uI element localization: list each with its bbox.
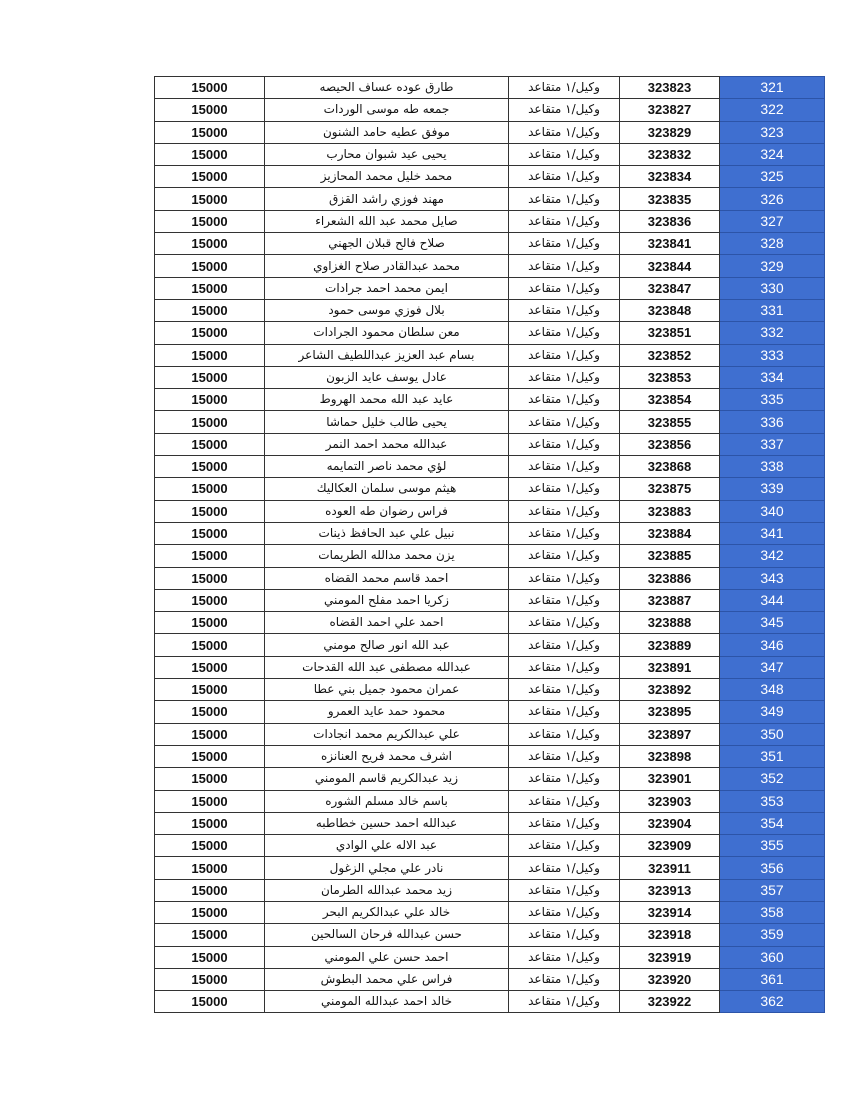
rank-cell: وكيل/١ متقاعد [509, 143, 620, 165]
id-number-cell: 323918 [620, 924, 720, 946]
amount-cell: 15000 [155, 456, 265, 478]
id-number-cell: 323895 [620, 701, 720, 723]
amount-cell: 15000 [155, 589, 265, 611]
table-row [155, 233, 825, 255]
sequence-number-cell: 356 [720, 857, 825, 879]
id-number-cell: 323886 [620, 567, 720, 589]
id-number-cell: 323848 [620, 299, 720, 321]
id-number-cell: 323885 [620, 545, 720, 567]
sequence-number-cell: 361 [720, 968, 825, 990]
rank-cell: وكيل/١ متقاعد [509, 924, 620, 946]
table-row [155, 812, 825, 834]
name-cell: زيد عبدالكريم قاسم المومني [265, 768, 509, 790]
sequence-number-cell: 362 [720, 991, 825, 1013]
name-cell: لؤي محمد ناصر التمايمه [265, 456, 509, 478]
amount-cell: 15000 [155, 411, 265, 433]
table-row [155, 901, 825, 923]
amount-cell: 15000 [155, 322, 265, 344]
name-cell: بسام عبد العزيز عبداللطيف الشاعر [265, 344, 509, 366]
id-number-cell: 323919 [620, 946, 720, 968]
table-row [155, 188, 825, 210]
amount-cell: 15000 [155, 745, 265, 767]
rank-cell: وكيل/١ متقاعد [509, 589, 620, 611]
sequence-number-cell: 334 [720, 366, 825, 388]
id-number-cell: 323903 [620, 790, 720, 812]
table-row [155, 545, 825, 567]
rank-cell: وكيل/١ متقاعد [509, 901, 620, 923]
table-row [155, 366, 825, 388]
rank-cell: وكيل/١ متقاعد [509, 389, 620, 411]
amount-cell: 15000 [155, 701, 265, 723]
rank-cell: وكيل/١ متقاعد [509, 121, 620, 143]
amount-cell: 15000 [155, 299, 265, 321]
rank-cell: وكيل/١ متقاعد [509, 701, 620, 723]
table-row [155, 143, 825, 165]
id-number-cell: 323854 [620, 389, 720, 411]
id-number-cell: 323875 [620, 478, 720, 500]
sequence-number-cell: 323 [720, 121, 825, 143]
name-cell: يحيى طالب خليل حماشا [265, 411, 509, 433]
sequence-number-cell: 340 [720, 500, 825, 522]
amount-cell: 15000 [155, 924, 265, 946]
sequence-number-cell: 336 [720, 411, 825, 433]
rank-cell: وكيل/١ متقاعد [509, 322, 620, 344]
id-number-cell: 323911 [620, 857, 720, 879]
name-cell: نادر علي مجلي الزغول [265, 857, 509, 879]
table-row [155, 946, 825, 968]
table-row [155, 411, 825, 433]
table-body [155, 77, 825, 1013]
name-cell: خالد علي عبدالكريم البحر [265, 901, 509, 923]
amount-cell: 15000 [155, 679, 265, 701]
id-number-cell: 323920 [620, 968, 720, 990]
amount-cell: 15000 [155, 545, 265, 567]
id-number-cell: 323829 [620, 121, 720, 143]
table-row [155, 589, 825, 611]
sequence-number-cell: 328 [720, 233, 825, 255]
sequence-number-cell: 350 [720, 723, 825, 745]
rank-cell: وكيل/١ متقاعد [509, 612, 620, 634]
amount-cell: 15000 [155, 99, 265, 121]
amount-cell: 15000 [155, 634, 265, 656]
rank-cell: وكيل/١ متقاعد [509, 366, 620, 388]
name-cell: موفق عطيه حامد الشنون [265, 121, 509, 143]
name-cell: فراس علي محمد البطوش [265, 968, 509, 990]
name-cell: عادل يوسف عايد الزبون [265, 366, 509, 388]
sequence-number-cell: 353 [720, 790, 825, 812]
name-cell: صايل محمد عبد الله الشعراء [265, 210, 509, 232]
id-number-cell: 323898 [620, 745, 720, 767]
rank-cell: وكيل/١ متقاعد [509, 500, 620, 522]
amount-cell: 15000 [155, 166, 265, 188]
sequence-number-cell: 333 [720, 344, 825, 366]
rank-cell: وكيل/١ متقاعد [509, 812, 620, 834]
amount-cell: 15000 [155, 879, 265, 901]
name-cell: يحيى عيد شبوان محارب [265, 143, 509, 165]
table-row [155, 968, 825, 990]
rank-cell: وكيل/١ متقاعد [509, 634, 620, 656]
amount-cell: 15000 [155, 277, 265, 299]
sequence-number-cell: 324 [720, 143, 825, 165]
rank-cell: وكيل/١ متقاعد [509, 433, 620, 455]
rank-cell: وكيل/١ متقاعد [509, 77, 620, 99]
amount-cell: 15000 [155, 389, 265, 411]
table-row [155, 835, 825, 857]
amount-cell: 15000 [155, 991, 265, 1013]
name-cell: عبد الاله علي الوادي [265, 835, 509, 857]
id-number-cell: 323835 [620, 188, 720, 210]
table-row [155, 299, 825, 321]
rank-cell: وكيل/١ متقاعد [509, 344, 620, 366]
name-cell: خالد احمد عبدالله المومني [265, 991, 509, 1013]
sequence-number-cell: 359 [720, 924, 825, 946]
retiree-payment-table [154, 76, 825, 1013]
id-number-cell: 323909 [620, 835, 720, 857]
id-number-cell: 323889 [620, 634, 720, 656]
sequence-number-cell: 338 [720, 456, 825, 478]
table-row [155, 344, 825, 366]
id-number-cell: 323887 [620, 589, 720, 611]
rank-cell: وكيل/١ متقاعد [509, 745, 620, 767]
id-number-cell: 323847 [620, 277, 720, 299]
table-row [155, 857, 825, 879]
name-cell: احمد حسن علي المومني [265, 946, 509, 968]
amount-cell: 15000 [155, 812, 265, 834]
amount-cell: 15000 [155, 522, 265, 544]
sequence-number-cell: 351 [720, 745, 825, 767]
rank-cell: وكيل/١ متقاعد [509, 411, 620, 433]
amount-cell: 15000 [155, 500, 265, 522]
sequence-number-cell: 357 [720, 879, 825, 901]
sequence-number-cell: 330 [720, 277, 825, 299]
table-row [155, 500, 825, 522]
id-number-cell: 323897 [620, 723, 720, 745]
amount-cell: 15000 [155, 857, 265, 879]
table-row [155, 322, 825, 344]
name-cell: عبد الله انور صالح مومني [265, 634, 509, 656]
name-cell: يزن محمد مدالله الطريمات [265, 545, 509, 567]
table-row [155, 879, 825, 901]
table-row [155, 745, 825, 767]
amount-cell: 15000 [155, 344, 265, 366]
name-cell: زيد محمد عبدالله الطرمان [265, 879, 509, 901]
name-cell: نبيل علي عبد الحافظ ذينات [265, 522, 509, 544]
rank-cell: وكيل/١ متقاعد [509, 768, 620, 790]
name-cell: احمد قاسم محمد القضاه [265, 567, 509, 589]
name-cell: هيثم موسى سلمان العكاليك [265, 478, 509, 500]
amount-cell: 15000 [155, 77, 265, 99]
rank-cell: وكيل/١ متقاعد [509, 99, 620, 121]
id-number-cell: 323823 [620, 77, 720, 99]
amount-cell: 15000 [155, 188, 265, 210]
name-cell: محمود حمد عايد العمرو [265, 701, 509, 723]
rank-cell: وكيل/١ متقاعد [509, 522, 620, 544]
amount-cell: 15000 [155, 143, 265, 165]
amount-cell: 15000 [155, 946, 265, 968]
rank-cell: وكيل/١ متقاعد [509, 656, 620, 678]
name-cell: معن سلطان محمود الجرادات [265, 322, 509, 344]
rank-cell: وكيل/١ متقاعد [509, 723, 620, 745]
amount-cell: 15000 [155, 656, 265, 678]
table-row [155, 723, 825, 745]
sequence-number-cell: 348 [720, 679, 825, 701]
sequence-number-cell: 352 [720, 768, 825, 790]
name-cell: عمران محمود جميل بني عطا [265, 679, 509, 701]
amount-cell: 15000 [155, 210, 265, 232]
rank-cell: وكيل/١ متقاعد [509, 835, 620, 857]
amount-cell: 15000 [155, 255, 265, 277]
id-number-cell: 323851 [620, 322, 720, 344]
sequence-number-cell: 346 [720, 634, 825, 656]
rank-cell: وكيل/١ متقاعد [509, 188, 620, 210]
table-row [155, 656, 825, 678]
table-row [155, 77, 825, 99]
sequence-number-cell: 355 [720, 835, 825, 857]
name-cell: عبدالله احمد حسين خطاطبه [265, 812, 509, 834]
rank-cell: وكيل/١ متقاعد [509, 790, 620, 812]
id-number-cell: 323844 [620, 255, 720, 277]
table-row [155, 255, 825, 277]
name-cell: محمد عبدالقادر صلاح الغزاوي [265, 255, 509, 277]
name-cell: فراس رضوان طه العوده [265, 500, 509, 522]
table-row [155, 456, 825, 478]
sequence-number-cell: 337 [720, 433, 825, 455]
table-row [155, 277, 825, 299]
sequence-number-cell: 321 [720, 77, 825, 99]
id-number-cell: 323901 [620, 768, 720, 790]
id-number-cell: 323853 [620, 366, 720, 388]
sequence-number-cell: 354 [720, 812, 825, 834]
table-row [155, 522, 825, 544]
sequence-number-cell: 327 [720, 210, 825, 232]
id-number-cell: 323914 [620, 901, 720, 923]
id-number-cell: 323834 [620, 166, 720, 188]
id-number-cell: 323841 [620, 233, 720, 255]
sequence-number-cell: 325 [720, 166, 825, 188]
table-row [155, 768, 825, 790]
name-cell: بلال فوزي موسى حمود [265, 299, 509, 321]
table-row [155, 166, 825, 188]
name-cell: حسن عبدالله فرحان السالحين [265, 924, 509, 946]
amount-cell: 15000 [155, 121, 265, 143]
sequence-number-cell: 343 [720, 567, 825, 589]
amount-cell: 15000 [155, 567, 265, 589]
rank-cell: وكيل/١ متقاعد [509, 857, 620, 879]
id-number-cell: 323868 [620, 456, 720, 478]
amount-cell: 15000 [155, 366, 265, 388]
sequence-number-cell: 342 [720, 545, 825, 567]
name-cell: عبدالله مصطفى عبد الله القدحات [265, 656, 509, 678]
table-row [155, 478, 825, 500]
sequence-number-cell: 349 [720, 701, 825, 723]
table-row [155, 612, 825, 634]
amount-cell: 15000 [155, 612, 265, 634]
name-cell: عبدالله محمد احمد النمر [265, 433, 509, 455]
rank-cell: وكيل/١ متقاعد [509, 233, 620, 255]
sequence-number-cell: 341 [720, 522, 825, 544]
amount-cell: 15000 [155, 723, 265, 745]
name-cell: باسم خالد مسلم الشوره [265, 790, 509, 812]
sequence-number-cell: 329 [720, 255, 825, 277]
name-cell: صلاح فالح قبلان الجهني [265, 233, 509, 255]
id-number-cell: 323836 [620, 210, 720, 232]
table-row [155, 121, 825, 143]
amount-cell: 15000 [155, 768, 265, 790]
name-cell: ايمن محمد احمد جرادات [265, 277, 509, 299]
id-number-cell: 323852 [620, 344, 720, 366]
id-number-cell: 323884 [620, 522, 720, 544]
id-number-cell: 323891 [620, 656, 720, 678]
table-row [155, 991, 825, 1013]
name-cell: محمد خليل محمد المحازيز [265, 166, 509, 188]
sequence-number-cell: 360 [720, 946, 825, 968]
sequence-number-cell: 347 [720, 656, 825, 678]
sequence-number-cell: 322 [720, 99, 825, 121]
name-cell: زكريا احمد مفلح المومني [265, 589, 509, 611]
rank-cell: وكيل/١ متقاعد [509, 545, 620, 567]
rank-cell: وكيل/١ متقاعد [509, 567, 620, 589]
sequence-number-cell: 339 [720, 478, 825, 500]
sequence-number-cell: 332 [720, 322, 825, 344]
name-cell: عايد عبد الله محمد الهروط [265, 389, 509, 411]
rank-cell: وكيل/١ متقاعد [509, 456, 620, 478]
sequence-number-cell: 358 [720, 901, 825, 923]
sequence-number-cell: 331 [720, 299, 825, 321]
rank-cell: وكيل/١ متقاعد [509, 166, 620, 188]
name-cell: علي عبدالكريم محمد انجادات [265, 723, 509, 745]
name-cell: جمعه طه موسى الوردات [265, 99, 509, 121]
amount-cell: 15000 [155, 901, 265, 923]
table-row [155, 634, 825, 656]
amount-cell: 15000 [155, 233, 265, 255]
rank-cell: وكيل/١ متقاعد [509, 946, 620, 968]
rank-cell: وكيل/١ متقاعد [509, 299, 620, 321]
rank-cell: وكيل/١ متقاعد [509, 679, 620, 701]
sequence-number-cell: 344 [720, 589, 825, 611]
amount-cell: 15000 [155, 968, 265, 990]
table-row [155, 701, 825, 723]
id-number-cell: 323883 [620, 500, 720, 522]
table-row [155, 679, 825, 701]
id-number-cell: 323855 [620, 411, 720, 433]
rank-cell: وكيل/١ متقاعد [509, 255, 620, 277]
name-cell: مهند فوزي راشد القزق [265, 188, 509, 210]
sequence-number-cell: 326 [720, 188, 825, 210]
sequence-number-cell: 345 [720, 612, 825, 634]
id-number-cell: 323827 [620, 99, 720, 121]
name-cell: اشرف محمد فريح العنانزه [265, 745, 509, 767]
table-row [155, 99, 825, 121]
table-row [155, 433, 825, 455]
table-row [155, 389, 825, 411]
id-number-cell: 323832 [620, 143, 720, 165]
rank-cell: وكيل/١ متقاعد [509, 991, 620, 1013]
rank-cell: وكيل/١ متقاعد [509, 968, 620, 990]
rank-cell: وكيل/١ متقاعد [509, 210, 620, 232]
id-number-cell: 323922 [620, 991, 720, 1013]
table-row [155, 567, 825, 589]
table-row [155, 210, 825, 232]
id-number-cell: 323904 [620, 812, 720, 834]
sequence-number-cell: 335 [720, 389, 825, 411]
amount-cell: 15000 [155, 433, 265, 455]
id-number-cell: 323856 [620, 433, 720, 455]
table-row [155, 790, 825, 812]
rank-cell: وكيل/١ متقاعد [509, 478, 620, 500]
amount-cell: 15000 [155, 478, 265, 500]
amount-cell: 15000 [155, 790, 265, 812]
id-number-cell: 323888 [620, 612, 720, 634]
id-number-cell: 323892 [620, 679, 720, 701]
rank-cell: وكيل/١ متقاعد [509, 277, 620, 299]
rank-cell: وكيل/١ متقاعد [509, 879, 620, 901]
id-number-cell: 323913 [620, 879, 720, 901]
name-cell: طارق عوده عساف الحيصه [265, 77, 509, 99]
amount-cell: 15000 [155, 835, 265, 857]
table-row [155, 924, 825, 946]
name-cell: احمد علي احمد القضاه [265, 612, 509, 634]
